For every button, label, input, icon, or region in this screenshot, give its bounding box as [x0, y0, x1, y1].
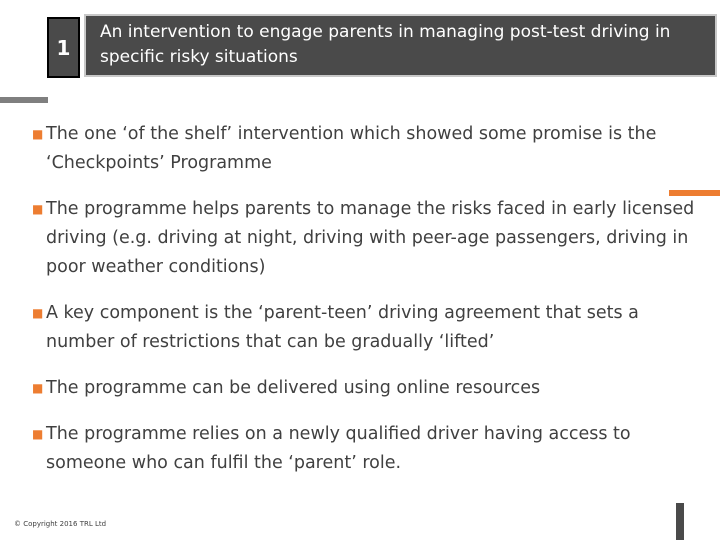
bullet-item	[32, 374, 702, 403]
bullet-square-icon: ■	[32, 381, 44, 395]
bullet-text: The programme relies on a newly qualified driver having access to someone who can fulfil the ‘parent’ role.	[46, 424, 631, 473]
bullet-square-icon: ■	[32, 306, 44, 320]
bullet-list	[32, 120, 702, 478]
slide-number: 1	[56, 35, 71, 60]
bullet-text: A key component is the ‘parent-teen’ driving agreement that sets a number of restrictions that can be gradually ‘lifted’	[46, 303, 639, 352]
bullet-text: The one ‘of the shelf’ intervention which showed some promise is the ‘Checkpoints’ Programme	[46, 124, 657, 173]
bullet-item	[32, 299, 702, 357]
bullet-item	[32, 120, 702, 178]
slide-number-box	[47, 17, 80, 78]
grey-accent-bar	[0, 97, 48, 103]
bullet-square-icon: ■	[32, 127, 44, 141]
title-bar	[84, 14, 717, 77]
bullet-square-icon: ■	[32, 427, 44, 441]
bullet-text: The programme can be delivered using online resources	[46, 378, 541, 398]
copyright-footer: © Copyright 2016 TRL Ltd	[14, 520, 107, 528]
bullet-item	[32, 420, 702, 478]
slide-title: An intervention to engage parents in managing post-test driving in specific risky situations	[100, 22, 671, 67]
bullet-item	[32, 195, 702, 282]
bullet-square-icon: ■	[32, 202, 44, 216]
bullet-text: The programme helps parents to manage the risks faced in early licensed driving (e.g. driving at night, driving with peer-age passengers, driving in poor weather conditions)	[46, 199, 695, 277]
page-indicator-bar	[676, 503, 684, 540]
